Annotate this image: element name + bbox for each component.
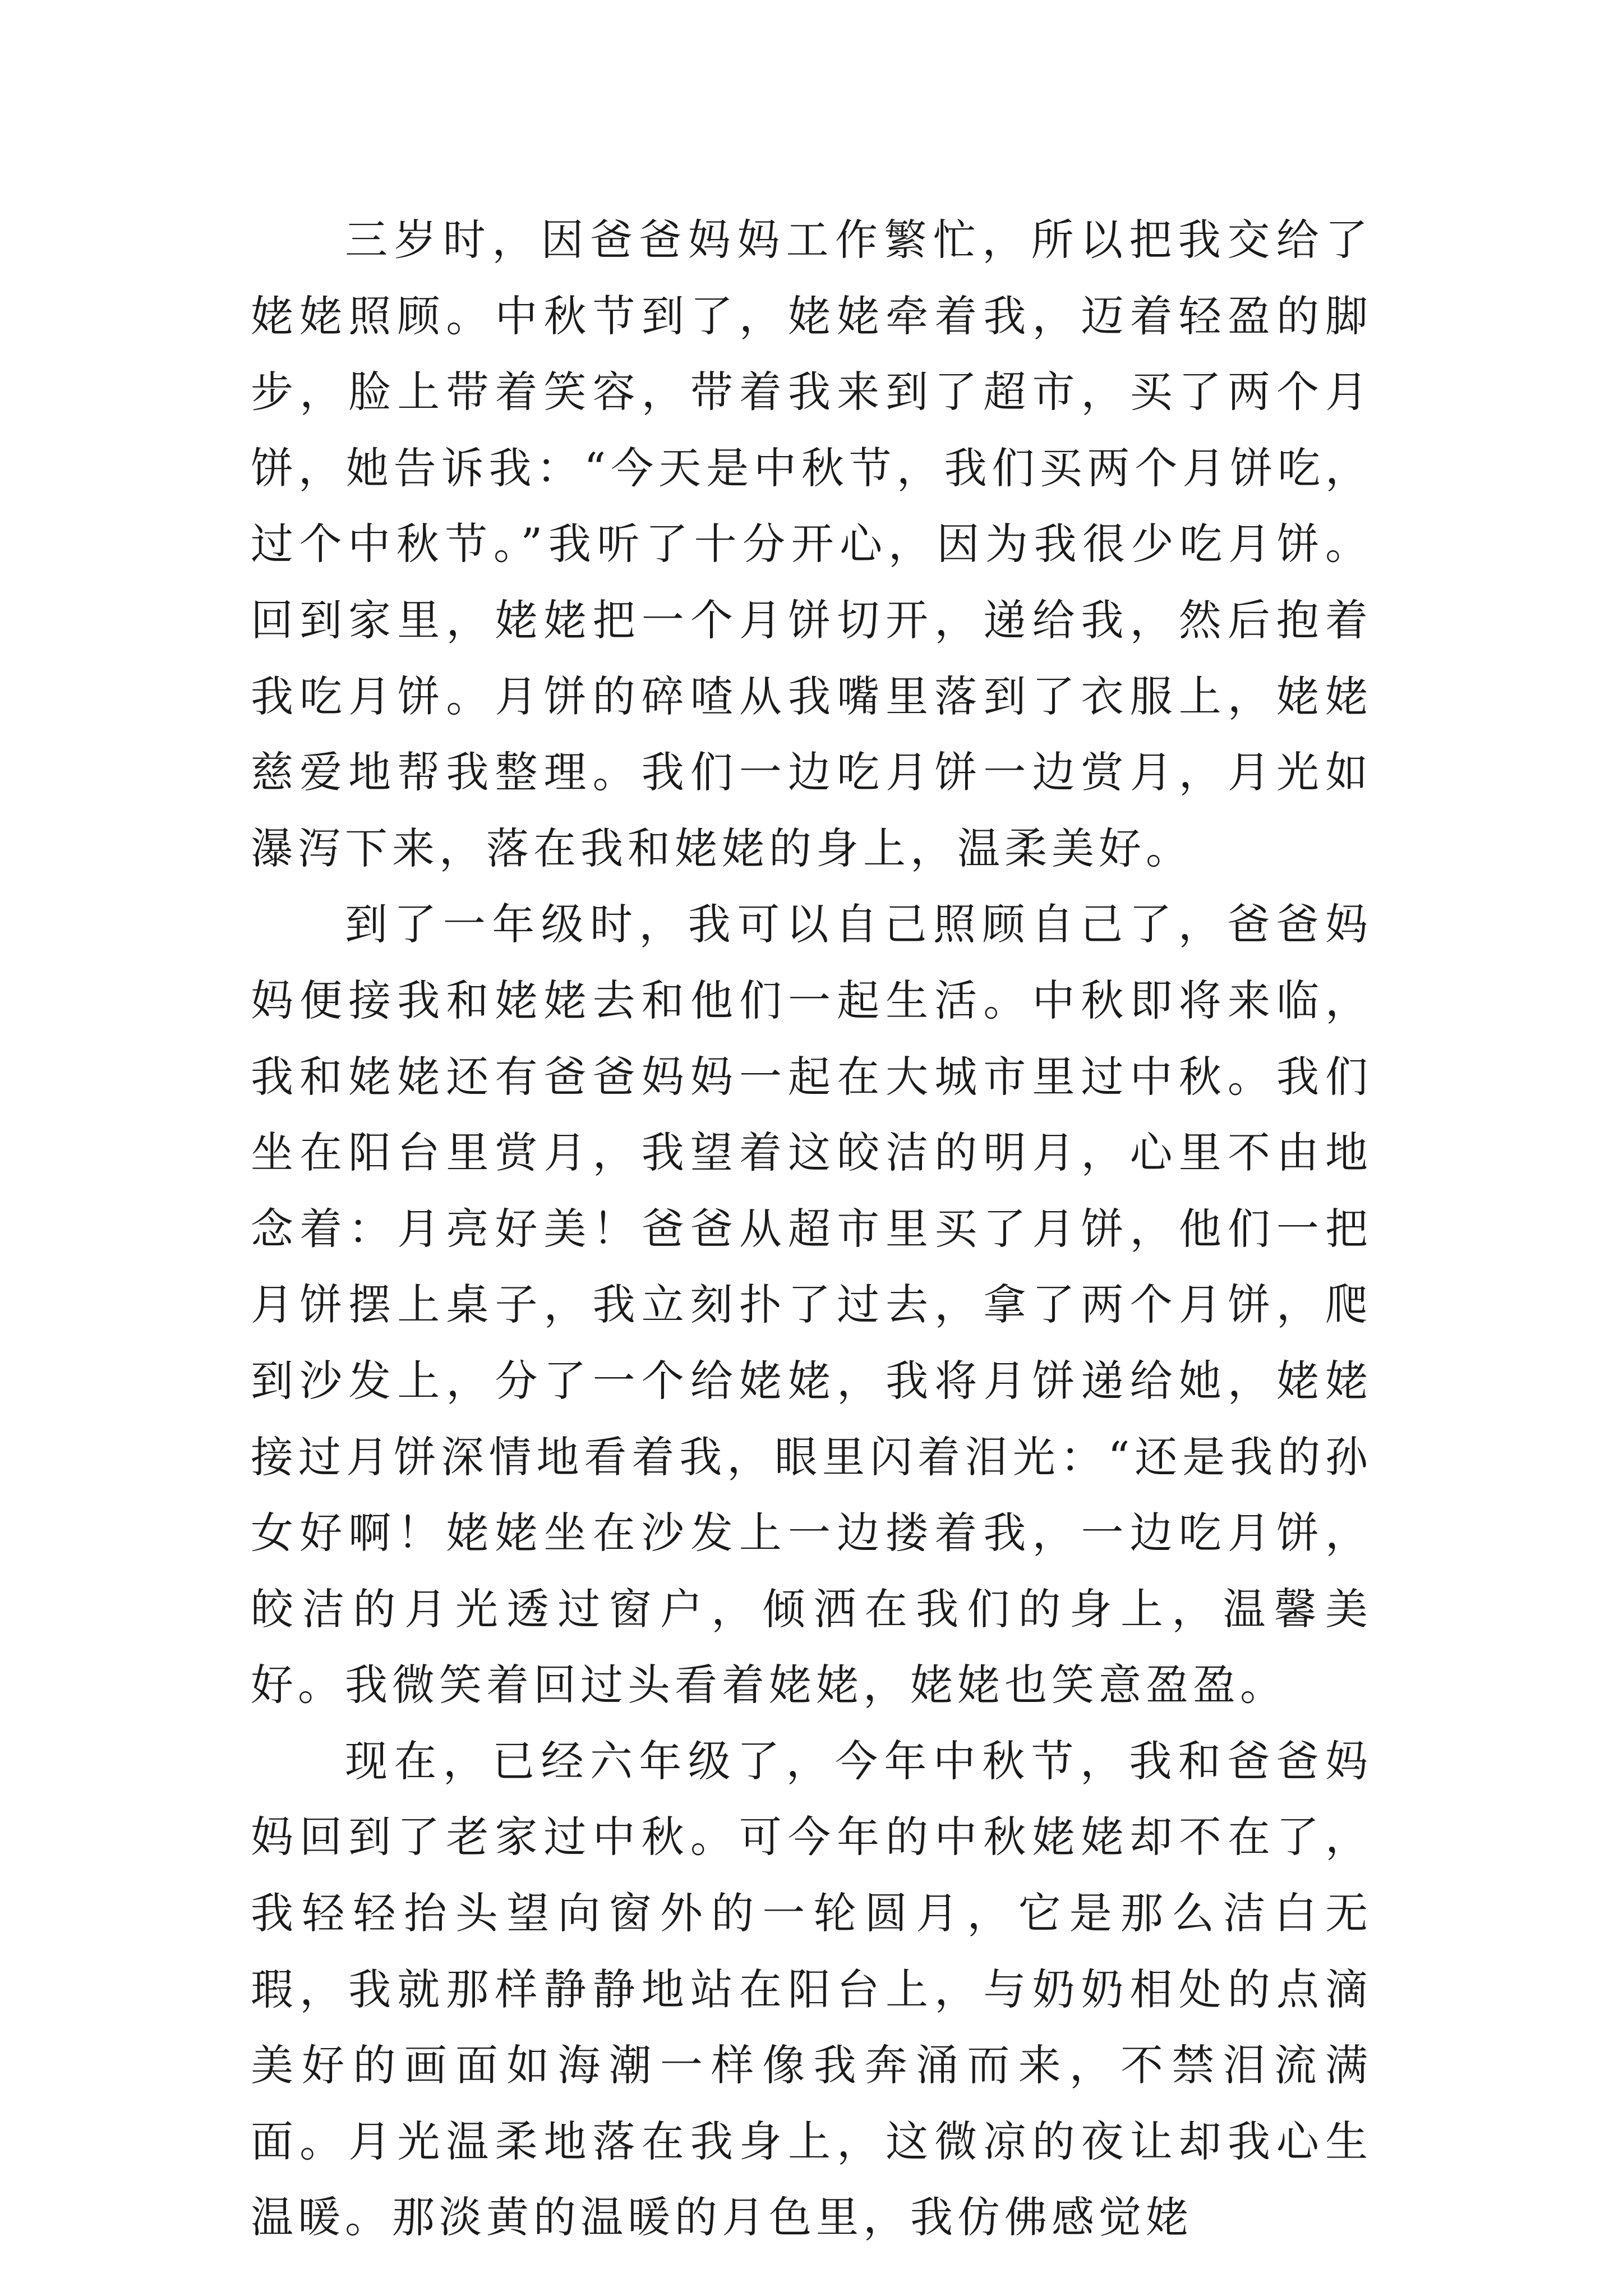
paragraph-3: 现在，已经六年级了，今年中秋节，我和爸爸妈妈回到了老家过中秋。可今年的中秋姥姥却不在了，我轻轻抬头望向窗外的一轮圆月，它是那么洁白无瑕，我就那样静静地站在阳台上，与奶奶相处的点滴美好的画面如海潮一样像我奔涌而来，不禁泪流满面。月光温柔地落在我身上，这微凉的夜让却我心生温暖。那淡黄的温暖的月色里，我仿佛感觉姥 [251,1736,1372,2243]
paragraph-2: 到了一年级时，我可以自己照顾自己了，爸爸妈妈便接我和姥姥去和他们一起生活。中秋即将来临，我和姥姥还有爸爸妈妈一起在大城市里过中秋。我们坐在阳台里赏月，我望着这皎洁的明月，心里不由地念着：月亮好美！爸爸从超市里买了月饼，他们一把月饼摆上桌子，我立刻扑了过去，拿了两个月饼，爬到沙发上，分了一个给姥姥，我将月饼递给她，姥姥接过月饼深情地看着我，眼里闪着泪光：“还是我的孙女好啊！姥姥坐在沙发上一边搂着我，一边吃月饼，皎洁的月光透过窗户，倾洒在我们的身上，温馨美好。我微笑着回过头看着姥姥，姥姥也笑意盈盈。 [251,899,1372,1710]
document-body [251,202,1372,2256]
paragraph-1: 三岁时，因爸爸妈妈工作繁忙，所以把我交给了姥姥照顾。中秋节到了，姥姥牵着我，迈着轻盈的脚步，脸上带着笑容，带着我来到了超市，买了两个月饼，她告诉我：“今天是中秋节，我们买两个月饼吃，过个中秋节。”我听了十分开心，因为我很少吃月饼。回到家里，姥姥把一个月饼切开，递给我，然后抱着我吃月饼。月饼的碎喳从我嘴里落到了衣服上，姥姥慈爱地帮我整理。我们一边吃月饼一边赏月，月光如瀑泻下来，落在我和姥姥的身上，温柔美好。 [251,215,1372,873]
